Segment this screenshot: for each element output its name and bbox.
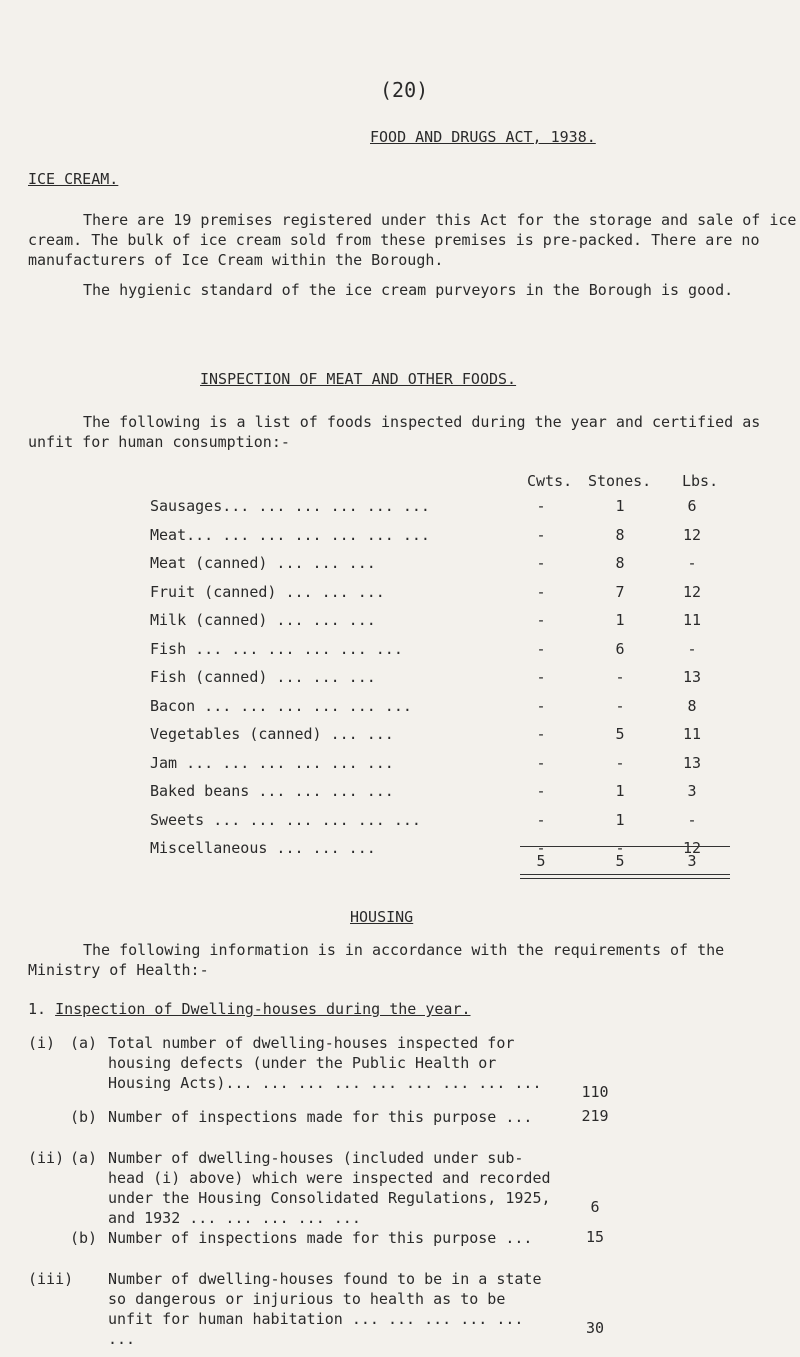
housing-section-1-title [28,1000,471,1018]
page-number: (20) [380,78,429,102]
food-row-label: Sweets ... ... ... ... ... ... [150,811,421,829]
total-rule-bottom-2 [520,878,730,879]
food-row-stones: 8 [615,526,625,544]
food-row-stones: 7 [615,583,625,601]
housing-heading: HOUSING [350,908,414,926]
housing-item-text: Number of dwelling-houses (included under sub-head (i) above) which were inspected and recorded under the Housing Consolidated Regulations, 1925, and 1932 ... ... ... ... ... [108,1149,551,1227]
ice-cream-paragraph-1: There are 19 premises registered under this Act for the storage and sale of ice cream. The bulk of ice cream sold from these premises is pre-packed. There are no manufacturers of Ice Cream within the Borough. [28,211,797,269]
food-row-stones: 1 [615,497,625,515]
food-row-cwts: - [536,754,546,772]
housing-item-number: (iii) [28,1270,74,1288]
food-row-lbs: - [687,811,697,829]
food-row-label: Miscellaneous ... ... ... [150,839,376,857]
food-row-stones: 8 [615,554,625,572]
food-row-stones: 6 [615,640,625,658]
housing-item-value: 219 [581,1107,609,1125]
housing-item-sub: (a) [70,1034,98,1052]
food-row-cwts: - [536,839,546,857]
total-cwts: 5 [536,852,546,870]
housing-item-number: (ii) [28,1149,65,1167]
food-row-lbs: - [687,554,697,572]
food-row-label: Meat... ... ... ... ... ... ... [150,526,430,544]
housing-item-value: 30 [585,1319,605,1337]
housing-item-text: Number of inspections made for this purpose ... [108,1229,533,1247]
housing-item-value: 110 [581,1083,609,1101]
food-row-label: Jam ... ... ... ... ... ... [150,754,394,772]
housing-item-sub: (b) [70,1229,98,1247]
food-row-lbs: 13 [682,754,702,772]
food-row-label: Fruit (canned) ... ... ... [150,583,385,601]
column-header-stones: Stones. [588,472,652,490]
column-header-cwts: Cwts. [527,472,573,490]
act-title: FOOD AND DRUGS ACT, 1938. [370,128,596,146]
housing-item-value: 15 [585,1228,605,1246]
housing-item-number: (i) [28,1034,56,1052]
food-row-label: Fish (canned) ... ... ... [150,668,376,686]
food-row-label: Meat (canned) ... ... ... [150,554,376,572]
ice-cream-paragraph-2: The hygienic standard of the ice cream purveyors in the Borough is good. [83,281,734,299]
food-row-lbs: 13 [682,668,702,686]
housing-item-text: Number of inspections made for this purpose ... [108,1108,533,1126]
housing-item-text: Number of dwelling-houses found to be in a state so dangerous or injurious to health as to be unfit for human habitation ... ... ... ... ... ... [108,1270,542,1348]
housing-item-sub: (b) [70,1108,98,1126]
food-row-stones: - [615,697,625,715]
total-stones: 5 [615,852,625,870]
housing-intro: The following information is in accordance with the requirements of the Ministry of Health:- [28,941,725,979]
food-row-cwts: - [536,611,546,629]
food-row-label: Sausages... ... ... ... ... ... [150,497,430,515]
total-rule-bottom-1 [520,874,730,875]
food-row-stones: 1 [615,782,625,800]
food-row-cwts: - [536,554,546,572]
food-row-stones: - [615,839,625,857]
inspection-intro: The following is a list of foods inspected during the year and certified as unfit for human consumption:- [28,413,761,451]
section-number: 1. [28,1000,47,1018]
food-row-stones: - [615,754,625,772]
food-row-cwts: - [536,640,546,658]
food-row-stones: 1 [615,611,625,629]
food-row-lbs: 12 [682,583,702,601]
food-row-cwts: - [536,782,546,800]
food-row-cwts: - [536,811,546,829]
food-row-label: Fish ... ... ... ... ... ... [150,640,403,658]
food-row-lbs: 11 [682,611,702,629]
food-row-cwts: - [536,526,546,544]
food-row-stones: 1 [615,811,625,829]
food-row-label: Milk (canned) ... ... ... [150,611,376,629]
food-row-cwts: - [536,668,546,686]
food-row-label: Vegetables (canned) ... ... [150,725,394,743]
food-row-label: Bacon ... ... ... ... ... ... [150,697,412,715]
food-row-stones: - [615,668,625,686]
inspection-heading: INSPECTION OF MEAT AND OTHER FOODS. [200,370,517,388]
food-row-cwts: - [536,725,546,743]
food-row-stones: 5 [615,725,625,743]
food-row-cwts: - [536,497,546,515]
food-row-lbs: 8 [687,697,697,715]
ice-cream-heading: ICE CREAM. [28,170,119,188]
food-row-lbs: 12 [682,526,702,544]
section-title: Inspection of Dwelling-houses during the year. [55,1000,471,1018]
food-row-lbs: 11 [682,725,702,743]
food-row-lbs: 6 [687,497,697,515]
housing-item-value: 6 [590,1198,600,1216]
housing-item-sub: (a) [70,1149,98,1167]
food-row-lbs: 12 [682,839,702,857]
food-row-cwts: - [536,583,546,601]
column-header-lbs: Lbs. [682,472,719,490]
food-row-cwts: - [536,697,546,715]
food-row-lbs: 3 [687,782,697,800]
total-lbs: 3 [687,852,697,870]
food-row-label: Baked beans ... ... ... ... [150,782,394,800]
total-rule-top [520,846,730,847]
food-row-lbs: - [687,640,697,658]
housing-item-text: Total number of dwelling-houses inspected for housing defects (under the Public Health or Housing Acts)... ... ... ... ... ... ... ... ... [108,1034,542,1092]
